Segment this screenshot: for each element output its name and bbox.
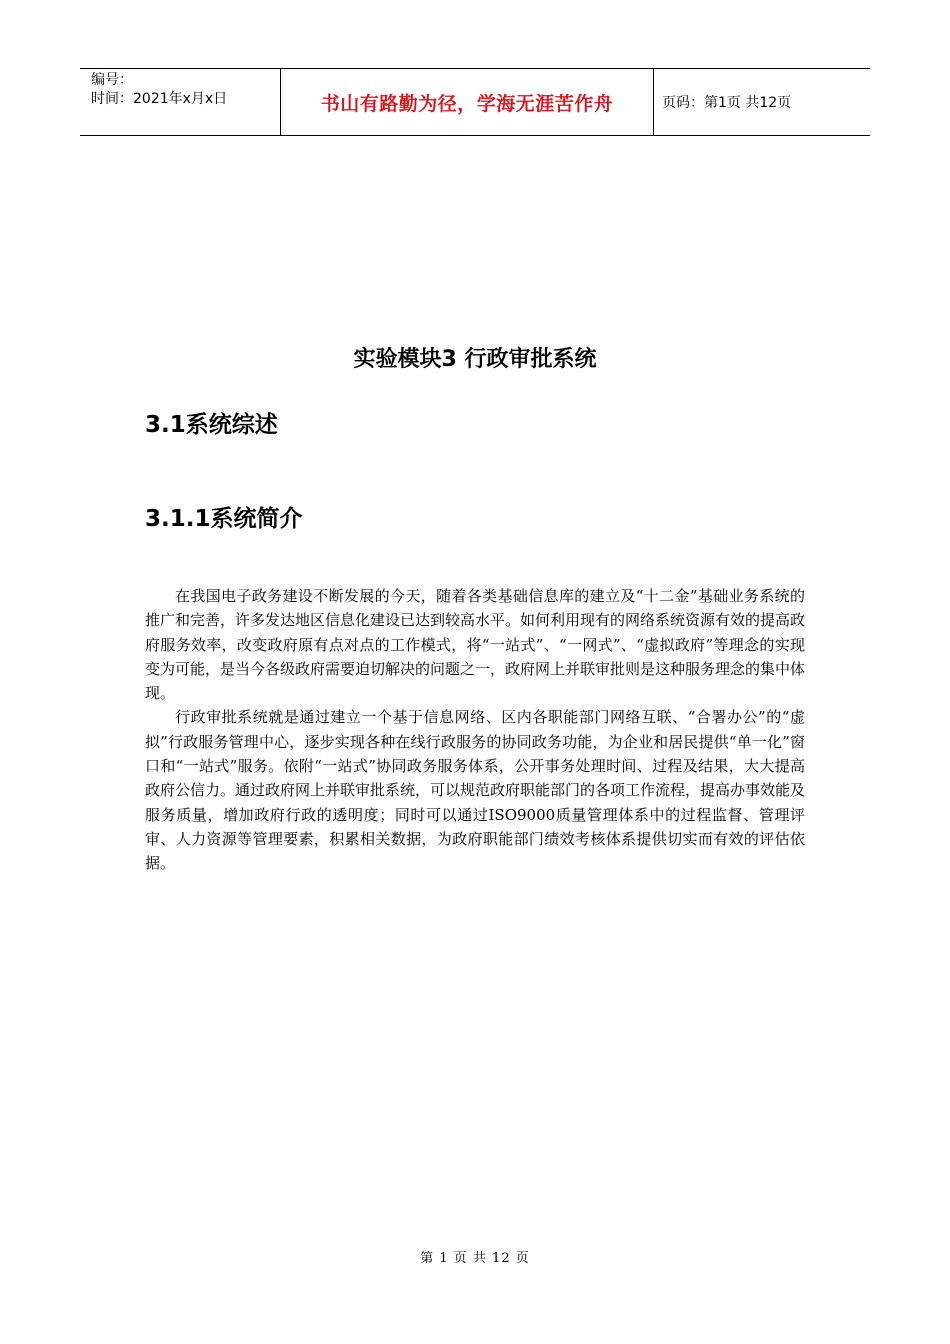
- header-motto: 书山有路勤为径，学海无涯苦作舟: [320, 92, 614, 115]
- page-header: [80, 68, 870, 136]
- document-code-label: 编号：: [91, 72, 133, 88]
- header-meta-cell: [80, 69, 281, 135]
- document-time-label: 时间：2021年x月x日: [91, 91, 228, 107]
- subsection-heading: 3.1.1系统简介: [145, 506, 303, 532]
- paragraph: 在我国电子政务建设不断发展的今天，随着各类基础信息库的建立及“十二金”基础业务系统的推广和完善，许多发达地区信息化建设已达到较高水平。如何利用现有的网络系统资源有效的提高政府服务效率，改变政府原有点对点的工作模式，将“一站式”、“一网式”、“虚拟政府”等理念的实现变为可能，是当今各级政府需要迫切解决的问题之一，政府网上并联审批则是这种服务理念的集中体现。: [145, 587, 806, 703]
- paragraph: 行政审批系统就是通过建立一个基于信息网络、区内各职能部门网络互联、“合署办公”的“虚拟”行政服务管理中心，逐步实现各种在线行政服务的协同政务功能，为企业和居民提供“单一化”窗口和“一站式”服务。依附“一站式”协同政务服务体系，公开事务处理时间、过程及结果，大大提高政府公信力。通过政府网上并联审批系统，可以规范政府职能部门的各项工作流程，提高办事效能及服务质量，增加政府行政的透明度；同时可以通过ISO9000质量管理体系中的过程监督、管理评审、人力资源等管理要素，积累相关数据，为政府职能部门绩效考核体系提供切实而有效的评估依据。: [145, 708, 806, 873]
- page-footer: 第 1 页 共 12 页: [420, 1251, 530, 1266]
- body-text: [145, 584, 805, 876]
- header-page-info: 页码：第1页 共12页: [662, 95, 792, 111]
- document-title: 实验模块3 行政审批系统: [353, 347, 597, 372]
- section-heading: 3.1系统综述: [145, 412, 278, 438]
- header-motto-cell: [281, 69, 654, 135]
- header-page-cell: [654, 69, 870, 135]
